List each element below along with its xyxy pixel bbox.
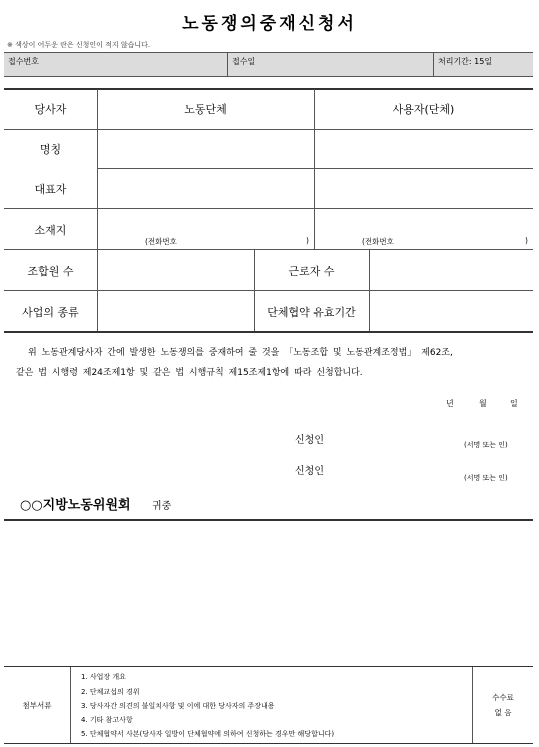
attachments-label: 첨부서류 (22, 701, 52, 710)
attachments-bottom-border (4, 743, 533, 744)
party-label: 당사자 (34, 103, 67, 116)
employer-address-field[interactable] (315, 209, 533, 235)
business-type-field[interactable] (98, 291, 254, 331)
union-name-field[interactable] (98, 130, 314, 168)
date-year[interactable]: 년 (446, 399, 454, 408)
employer-phone-label: (전화번호 (362, 237, 394, 246)
receipt-number-field[interactable]: 접수번호 (8, 57, 39, 66)
addressee-suffix: 귀중 (152, 501, 172, 512)
attachment-item: 3. 당사자간 의견의 불일치사항 및 이에 대한 당사자의 주장내용 (81, 702, 275, 710)
date-day[interactable]: 일 (510, 399, 518, 408)
labor-union-header: 노동단체 (184, 103, 227, 116)
union-phone-close: ) (306, 236, 309, 245)
attachment-item: 1. 사업장 개요 (81, 673, 126, 681)
employer-header: 사용자(단체) (392, 103, 455, 116)
receipt-date-field[interactable]: 접수일 (232, 57, 256, 66)
attachment-item: 4. 기타 참고사항 (81, 716, 133, 724)
date-month[interactable]: 월 (479, 399, 487, 408)
signature-field[interactable]: (서명 또는 인) (464, 441, 508, 449)
union-representative-field[interactable] (98, 169, 314, 208)
address-label: 소재지 (34, 224, 67, 237)
fee-label: 수수료 (492, 693, 514, 702)
workers-field[interactable] (370, 250, 533, 290)
attachment-item: 2. 단체교섭의 경위 (81, 688, 140, 696)
addressee-org: ○○지방노동위원회 (20, 498, 131, 513)
business-type-label: 사업의 종류 (22, 306, 79, 319)
statement (16, 343, 531, 383)
table-top-border (4, 88, 533, 90)
agreement-period-field[interactable] (370, 291, 533, 331)
processing-period-label: 처리기간 (438, 57, 469, 66)
form-title: 노동쟁의중재신청서 (182, 14, 357, 34)
table-bottom-border (4, 331, 533, 333)
section-divider (4, 519, 533, 521)
employer-name-field[interactable] (315, 130, 533, 168)
processing-period: 처리기간: 15일 (438, 57, 493, 66)
attachments-col-line (70, 667, 71, 743)
representative-label: 대표자 (34, 183, 67, 196)
members-label: 조합원 수 (27, 265, 74, 278)
agreement-period-label: 단체협약 유효기간 (267, 306, 356, 319)
processing-period-value: 15일 (474, 57, 493, 66)
statement-line: 위 노동관계당사자 간에 발생한 노동쟁의를 중재하여 줄 것을 「노동조합 및 노동관계조정법」 제62조, (28, 348, 453, 358)
fee-value: 없 음 (494, 708, 512, 717)
attachments-col-line (472, 667, 473, 743)
receipt-row (4, 52, 533, 77)
attachment-item: 5. 단체협약서 사본(당사자 일방이 단체협약에 의하여 신청하는 경우만 해당합니다) (81, 730, 335, 738)
employer-representative-field[interactable] (315, 169, 533, 208)
statement-line: 같은 법 시행령 제24조제1항 및 같은 법 시행규칙 제15조제1항에 따라 신청합니다. (16, 368, 363, 378)
members-field[interactable] (98, 250, 254, 290)
signature-field[interactable]: (서명 또는 인) (464, 474, 508, 482)
form-note: ※ 색상이 어두운 란은 신청인이 적지 않습니다. (7, 41, 151, 49)
employer-phone-close: ) (525, 236, 528, 245)
attachments-top-border (4, 666, 533, 667)
name-label: 명칭 (39, 143, 62, 156)
union-phone-label: (전화번호 (145, 237, 177, 246)
union-address-field[interactable] (98, 209, 314, 235)
applicant-label: 신청인 (295, 466, 324, 477)
workers-label: 근로자 수 (288, 265, 335, 278)
applicant-label: 신청인 (295, 435, 324, 446)
